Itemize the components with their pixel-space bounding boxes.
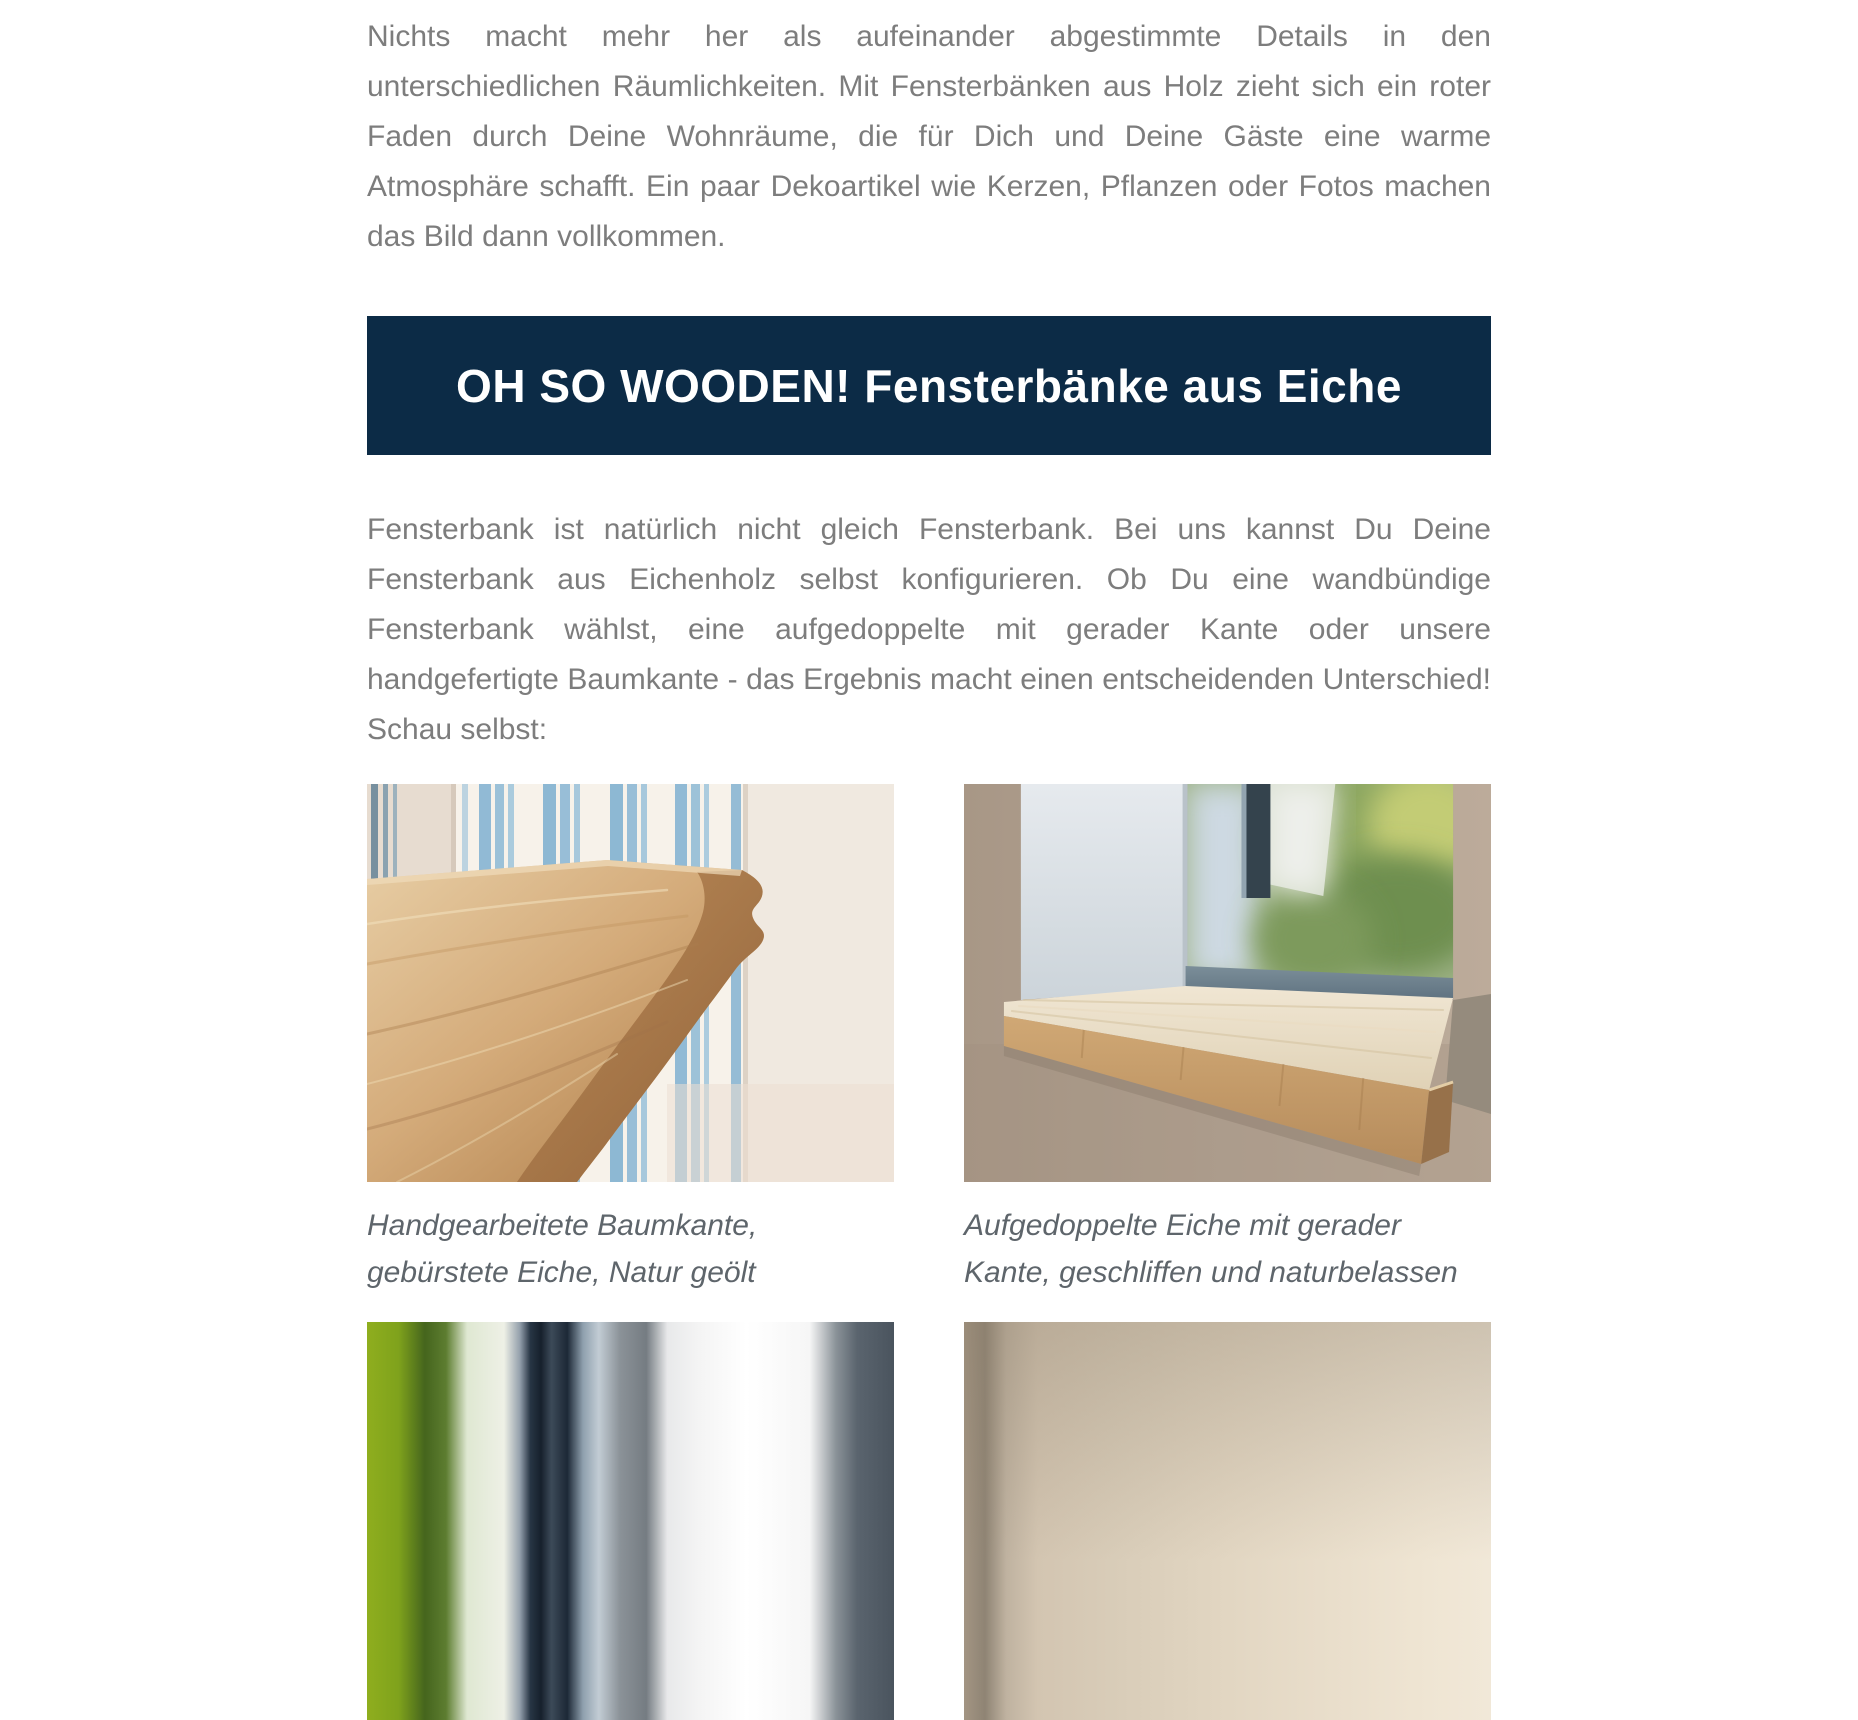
caption-live-edge: Handgearbeitete Baumkante, gebürstete Eiche, Natur geölt <box>367 1209 758 1289</box>
image-gallery-row-1 <box>367 784 1491 1296</box>
headline-banner <box>367 316 1491 455</box>
intro-paragraph: Nichts macht mehr her als aufeinander abgestimmte Details in den unterschiedlichen Räumlichkeiten. Mit Fensterbänken aus Holz zieht sich ein roter Faden durch Deine Wohnräume, die für Dich und Deine Gäste eine warme Atmosphäre schafft. Ein paar Dekoartikel wie Kerzen, Pflanzen oder Fotos machen das Bild dann vollkommen. <box>367 20 1491 253</box>
gallery-item-straight-edge <box>964 784 1491 1296</box>
image-gallery-row-2 <box>367 1322 1491 1720</box>
gallery-item-live-edge <box>367 784 894 1296</box>
config-paragraph: Fensterbank ist natürlich nicht gleich Fensterbank. Bei uns kannst Du Deine Fensterbank aus Eichenholz selbst konfigurieren. Ob Du eine wandbündige Fensterbank wählst, eine aufgedoppelte mit gerader Kante oder unsere handgefertigte Baumkante - das Ergebnis macht einen entscheidenden Unterschied! Schau selbst: <box>367 513 1491 746</box>
oak-windowsill-photo-partial <box>964 1322 1491 1720</box>
oak-windowsill-straight-edge-photo <box>964 784 1491 1182</box>
window-with-plant-photo-partial <box>367 1322 894 1720</box>
gallery-item-oak-sill-bottom <box>964 1322 1491 1720</box>
section-title: OH SO WOODEN! Fensterbänke aus Eiche <box>456 359 1402 412</box>
gallery-item-window-plant <box>367 1322 894 1720</box>
caption-straight-edge: Aufgedoppelte Eiche mit gerader Kante, geschliffen und naturbelassen <box>964 1209 1458 1289</box>
oak-windowsill-live-edge-photo <box>367 784 894 1182</box>
article-content <box>367 12 1491 1720</box>
